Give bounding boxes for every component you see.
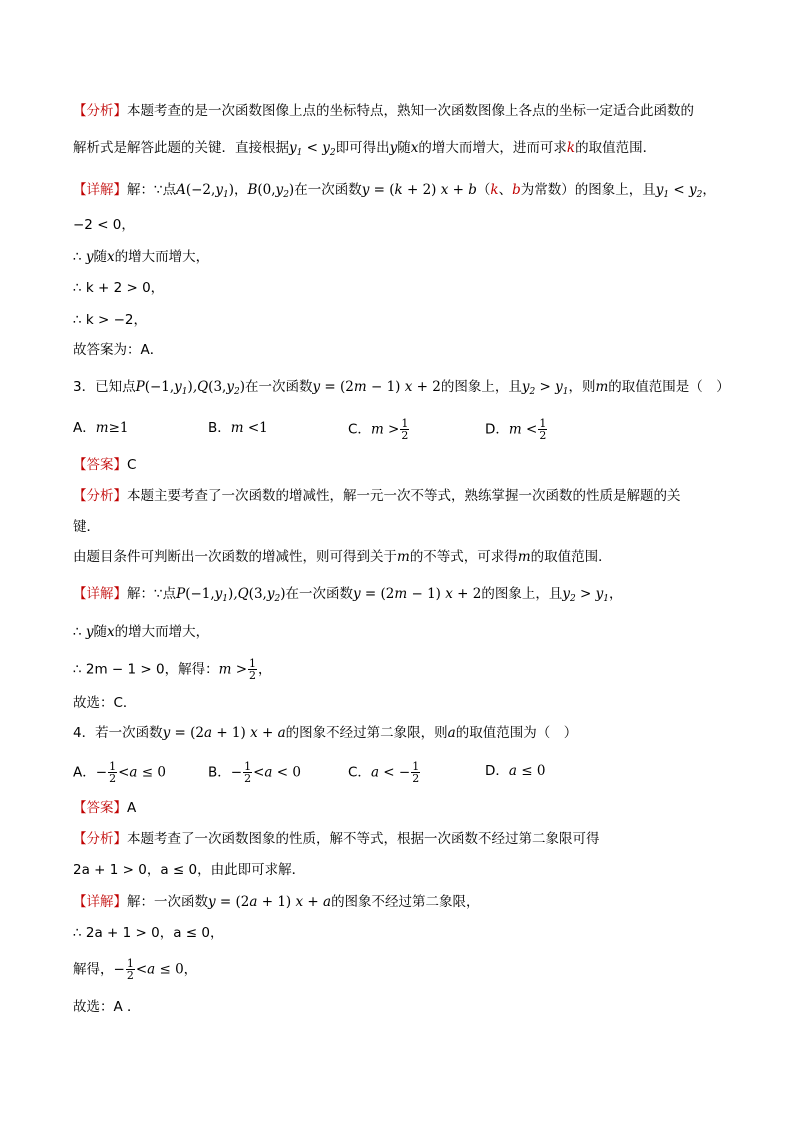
math-k-red: k [490,182,499,198]
fraction-half: $\frac{1}{2}$ [109,760,117,785]
answer-tag: 【答案】 [73,457,127,473]
q4-option-d [485,761,545,781]
math-expr: m > [218,661,247,678]
text-span: A． [73,420,96,436]
q4-detail-3: 解得，− $\frac{1}{2}$ <a ≤ 0， [73,957,198,982]
math-point-a: $A(-2,y_1)$ [176,182,234,200]
math-point-p: $P(-1,y_1),Q(3,y_2)$ [176,586,286,604]
math-point-p: $P(-1,y_1),Q(3,y_2)$ [135,379,245,397]
text-span: 本题考查了一次函数图象的性质，解不等式，根据一次函数不经过第二象限可得 [127,831,600,847]
q3-analysis-2: 键． [73,519,100,535]
q3-stem [73,377,730,402]
text-span: 解析式是解答此题的关键．直接根据 [73,140,289,156]
text-span: 的取值范围是（ ） [608,379,730,395]
q4-option-b [208,761,301,784]
text-span: C [127,457,137,473]
text-span: 解得， [73,961,114,978]
analysis-tag: 【分析】 [73,488,127,504]
text-span: ，则 [568,379,596,395]
text-span: （ [476,182,491,198]
text-span: 的增大而增大，进而可求 [418,140,567,156]
q4-detail-2: ∴ 2a + 1 > 0，a ≤ 0， [73,925,224,941]
text-span: 在一次函数 [244,379,313,395]
math-a: a [447,725,456,741]
math-point-b: $B(0,y_2)$ [247,182,295,200]
fraction-half: $\frac{1}{2}$ [539,417,547,442]
text-span: 的增大而增大， [114,624,210,640]
analysis-text: 本题考查的是一次函数图像上点的坐标特点，熟知一次函数图像上各点的坐标一定适合此函数的 [127,103,694,119]
math-expr: <a ≤ 0 [135,961,184,978]
q4-stem [73,723,577,743]
text-span: 解：∵点 [127,586,177,602]
q4-analysis-1 [73,829,600,849]
math-x: x [410,140,419,156]
detail-line-1: 【详解】解：∵点$A(-2,y_1)$，$B(0,y_2)$在一次函数y = (k + 2) x + b（k、b为常数）的图象上，且$y_1 < y_2$， [73,182,716,200]
math-y1-lt-y2: $y_1 < y_2$ [655,182,703,200]
analysis-tag: 【分析】 [73,831,127,847]
q4-detail-4: 故选：A ． [73,999,141,1015]
text-span: 解： [127,182,154,198]
detail-tag: 【详解】 [73,894,127,910]
q3-option-c [348,418,410,441]
detail-tag: 【详解】 [73,586,127,602]
fraction-half: $\frac{1}{2}$ [401,417,409,442]
math-m: m [397,549,410,565]
text-span: A． [73,764,96,781]
q3-answer [73,455,136,475]
text-span: D． [485,421,509,438]
text-span: 为常数）的图象上，且 [520,182,656,198]
text-span: 随 [93,249,108,265]
detail-line-2: −2 < 0， [73,217,135,233]
detail-line-5: ∴ k > −2， [73,312,147,328]
math-y1-lt-y2: $y_1 < y_2$ [289,140,336,158]
text-span: B． [208,420,231,436]
text-span: 由题目条件可判断出一次函数的增减性，则可得到关于 [73,549,397,565]
q3-option-a [73,418,128,438]
text-span: 4．若一次函数 [73,725,163,741]
math-m: m [595,379,609,395]
math-function: y = (2m − 1) x + 2 [312,379,441,395]
q3-detail-1: 【详解】解：∵点$P(-1,y_1),Q(3,y_2)$在一次函数y = (2m − 1) x + 2的图象上，且$y_2 > y_1$， [73,586,623,604]
text-span: 的增大而增大， [114,249,210,265]
text-span: − [230,764,243,781]
text-span: 随 [397,140,411,156]
text-span: 在一次函数 [294,182,362,198]
q3-detail-2 [73,622,209,642]
math-m: m [517,549,531,565]
q3-detail-3: ∴ 2m − 1 > 0，解得：m > $\frac{1}{2}$ ， [73,657,272,682]
text-span: 的取值范围． [575,140,657,156]
detail-line-3 [73,247,209,267]
text-span: 的图象不经过第二象限，则 [285,725,448,741]
text-span: D． [485,763,509,779]
answer-tag: 【答案】 [73,800,127,816]
q4-detail-1 [73,892,480,912]
text-span: 的不等式，可求得 [409,549,518,565]
detail-line-4: ∴ k + 2 > 0， [73,280,165,296]
math-function: y = (2a + 1) x + a [208,894,332,910]
text-span: 随 [93,624,108,640]
text-span: ∴ [73,624,86,640]
text-span: − [95,764,108,781]
text-span: 、 [498,182,513,198]
q4-option-a [73,761,166,784]
text-span: 本题主要考查了一次函数的增减性，解一元一次不等式，熟练掌握一次函数的性质是解题的关 [127,488,681,504]
math-expr: a < − [370,764,411,781]
text-span: 的图象上，且 [481,586,563,602]
text-span: 解：一次函数 [127,894,208,910]
q3-analysis-1 [73,486,681,506]
q4-answer [73,798,136,818]
fraction-half: $\frac{1}{2}$ [244,760,252,785]
math-y: y [85,624,94,640]
math-expr: m <1 [230,420,268,436]
text-span: C． [348,421,371,438]
math-y2-gt-y1: $y_2 > y_1$ [562,586,609,604]
text-span: A [127,800,137,816]
text-span: ∴ [73,249,86,265]
math-x: x [107,624,115,640]
text-span: 的图象不经过第二象限， [331,894,480,910]
q3-option-d [485,418,548,441]
q3-option-b [208,418,268,438]
fraction-half: $\frac{1}{2}$ [412,760,420,785]
math-expr: m < [508,421,538,438]
text-span: C． [348,764,371,781]
text-span: ∴ 2m − 1 > 0，解得： [73,661,219,678]
math-b-red: b [512,182,521,198]
text-span: 即可得出 [335,140,390,156]
q4-option-c [348,761,421,784]
math-x: x [107,249,115,265]
fraction-half: $\frac{1}{2}$ [249,657,256,682]
math-expr: <a ≤ 0 [118,764,166,781]
q3-detail-4: 故选：C． [73,695,137,711]
analysis-line-1 [73,101,694,121]
math-expr: a ≤ 0 [508,763,546,779]
text-span: 的取值范围． [530,549,612,565]
text-span: 点 [162,182,177,198]
answer-line: 故答案为：A． [73,342,164,358]
math-expr: <a < 0 [253,764,301,781]
text-span: 的取值范围为（ ） [455,725,578,741]
math-expr: m > [370,421,400,438]
detail-tag: 【详解】 [73,182,127,198]
math-function: y = (2m − 1) x + 2 [352,586,482,602]
math-k-red: k [566,140,576,156]
text-span: 的图象上，且 [440,379,522,395]
math-function: y = (k + 2) x + b [361,182,477,198]
because-symbol: ∵ [154,182,163,198]
text-span: 3．已知点 [73,379,136,395]
q3-analysis-3 [73,547,612,567]
q4-analysis-2: 2a + 1 > 0，a ≤ 0，由此即可求解． [73,862,306,878]
math-y: y [389,140,398,156]
math-function: y = (2a + 1) x + a [162,725,286,741]
analysis-tag: 【分析】 [73,103,127,119]
text-span: − [113,961,125,978]
text-span: 在一次函数 [285,586,353,602]
analysis-line-2 [73,138,656,163]
fraction-half: $\frac{1}{2}$ [126,957,134,982]
math-y: y [85,249,94,265]
math-expr: m≥1 [95,420,129,436]
math-y2-gt-y1: $y_2 > y_1$ [521,379,569,397]
text-span: B． [208,764,231,781]
